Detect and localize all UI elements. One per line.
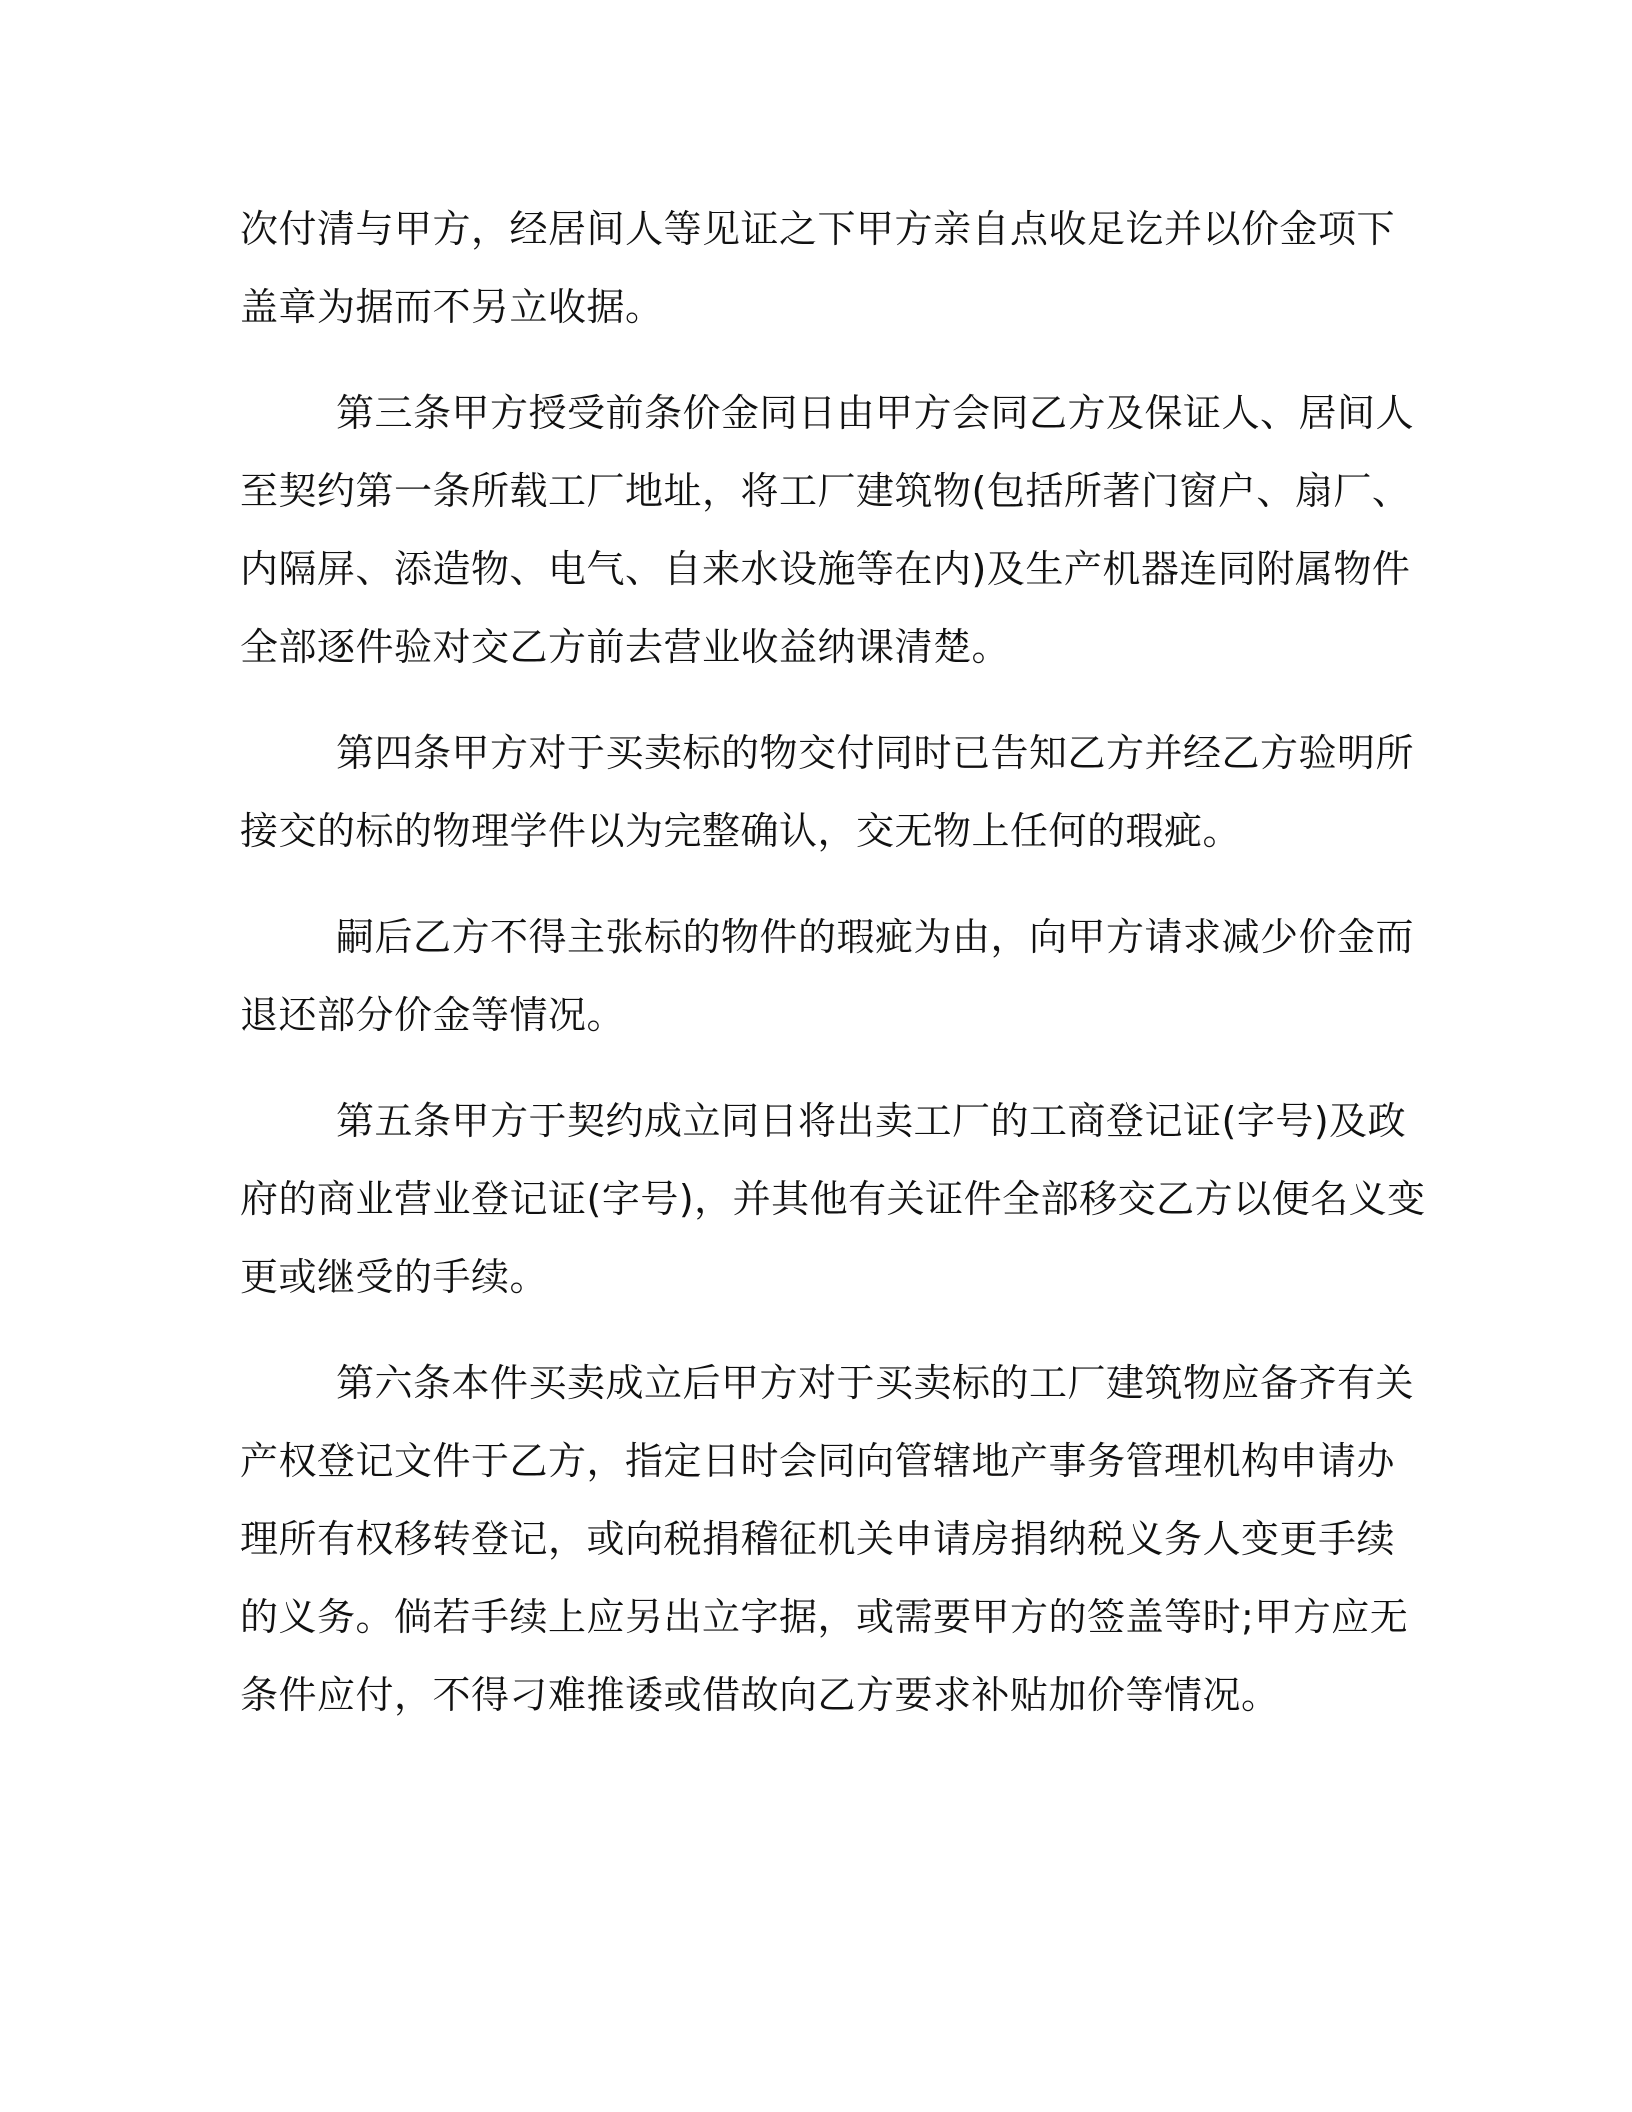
- paragraph-line: 第五条甲方于契约成立同日将出卖工厂的工商登记证(字号)及政: [336, 1099, 1407, 1143]
- paragraph-line: 府的商业营业登记证(字号)，并其他有关证件全部移交乙方以便名义变: [240, 1177, 1426, 1221]
- paragraph-article-4: [240, 714, 1415, 870]
- paragraph-line: 第四条甲方对于买卖标的物交付同时已告知乙方并经乙方验明所: [336, 731, 1415, 775]
- paragraph-article-3: [240, 374, 1415, 686]
- paragraph-line: 次付清与甲方，经居间人等见证之下甲方亲自点收足讫并以价金项下: [240, 207, 1396, 251]
- paragraph-line: 嗣后乙方不得主张标的物件的瑕疵为由，向甲方请求减少价金而: [336, 915, 1415, 959]
- paragraph-article-5: [240, 1082, 1426, 1316]
- paragraph-line: 的义务。倘若手续上应另出立字据，或需要甲方的签盖等时;甲方应无: [240, 1595, 1409, 1639]
- paragraph-line: 更或继受的手续。: [240, 1255, 549, 1299]
- paragraph-payment-receipt: [240, 190, 1396, 346]
- paragraph-line: 第三条甲方授受前条价金同日由甲方会同乙方及保证人、居间人: [336, 391, 1415, 435]
- paragraph-line: 退还部分价金等情况。: [240, 993, 626, 1037]
- paragraph-line: 产权登记文件于乙方，指定日时会同向管辖地产事务管理机构申请办: [240, 1439, 1396, 1483]
- document-body: [240, 190, 1426, 1762]
- paragraph-line: 第六条本件买卖成立后甲方对于买卖标的工厂建筑物应备齐有关: [336, 1361, 1415, 1405]
- paragraph-article-4-continued: [240, 898, 1415, 1054]
- paragraph-line: 至契约第一条所载工厂地址，将工厂建筑物(包括所著门窗户、扇厂、: [240, 469, 1411, 513]
- paragraph-line: 内隔屏、添造物、电气、自来水设施等在内)及生产机器连同附属物件: [240, 547, 1411, 591]
- paragraph-line: 条件应付，不得刁难推诿或借故向乙方要求补贴加价等情况。: [240, 1673, 1280, 1717]
- paragraph-line: 接交的标的物理学件以为完整确认，交无物上任何的瑕疵。: [240, 809, 1242, 853]
- paragraph-line: 全部逐件验对交乙方前去营业收益纳课清楚。: [240, 625, 1011, 669]
- paragraph-line: 盖章为据而不另立收据。: [240, 285, 664, 329]
- paragraph-line: 理所有权移转登记，或向税捐稽征机关申请房捐纳税义务人变更手续: [240, 1517, 1396, 1561]
- paragraph-article-6: [240, 1344, 1415, 1734]
